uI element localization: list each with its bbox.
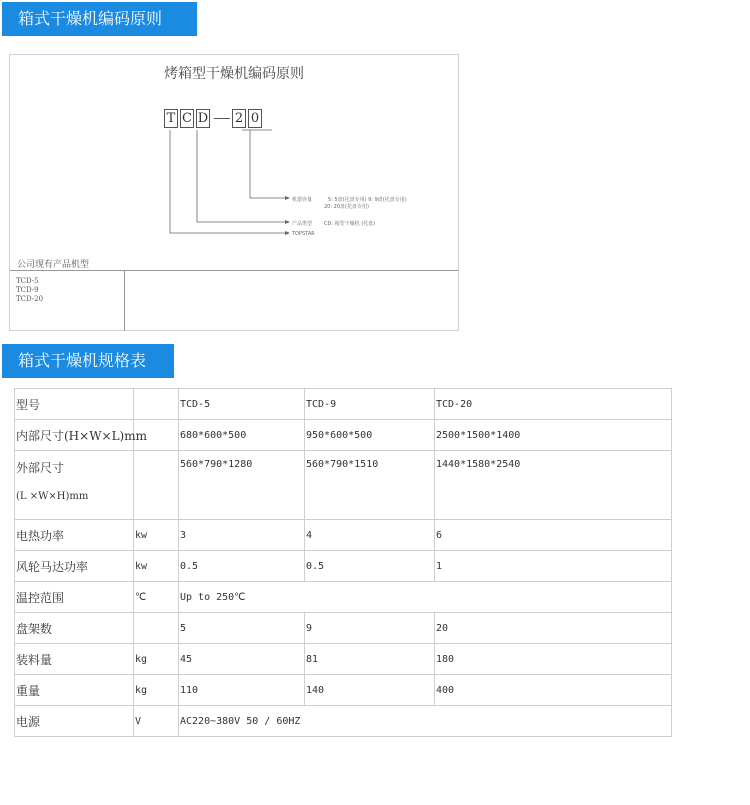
section-title-spec: 箱式干燥机规格表 — [2, 344, 174, 378]
model-item: TCD-20 — [16, 295, 44, 303]
cell-value: 0.5 — [179, 551, 305, 582]
section-title-coding: 箱式干燥机编码原则 — [2, 2, 197, 36]
code-char-d: D — [197, 111, 209, 126]
code-char-0: 0 — [248, 109, 262, 128]
cell-value: 2500*1500*1400 — [435, 420, 672, 451]
row-unit — [134, 613, 179, 644]
row-label: 电源 — [15, 706, 134, 737]
models-list — [16, 277, 43, 304]
cell-value: 680*600*500 — [179, 420, 305, 451]
code-char-t: T — [164, 109, 178, 128]
table-row — [15, 451, 672, 520]
cell-value: 4 — [305, 520, 435, 551]
row-label: 盘架数 — [15, 613, 134, 644]
cell-value: 560*790*1280 — [179, 451, 305, 520]
annotation-type-label: 产品类型 — [292, 221, 313, 227]
cell-value-span: Up to 250℃ — [179, 582, 672, 613]
cell-value: 1 — [435, 551, 672, 582]
cell-value: TCD-9 — [305, 389, 435, 420]
row-label: 内部尺寸(H×W×L)mm — [15, 420, 134, 451]
table-row — [15, 389, 672, 420]
row-unit: kg — [134, 644, 179, 675]
spec-table — [14, 388, 672, 737]
row-unit: V — [134, 706, 179, 737]
cell-value: 45 — [179, 644, 305, 675]
row-unit — [134, 451, 179, 520]
cell-value: 400 — [435, 675, 672, 706]
annotation-capacity-text: 5: 5盘(托盘专用) 9: 9盘(托盘专用) — [328, 197, 407, 203]
models-divider — [124, 270, 125, 331]
model-item: TCD-9 — [16, 286, 39, 294]
cell-value: 140 — [305, 675, 435, 706]
model-item: TCD-5 — [16, 277, 39, 285]
row-unit: kw — [134, 551, 179, 582]
row-label: 风轮马达功率 — [15, 551, 134, 582]
row-label-line2: (L ×W×H)mm — [16, 491, 89, 502]
cell-value: 6 — [435, 520, 672, 551]
cell-value: 1440*1580*2540 — [435, 451, 672, 520]
cell-value: 81 — [305, 644, 435, 675]
row-label-line1: 外部尺寸 — [16, 461, 65, 475]
cell-value: 950*600*500 — [305, 420, 435, 451]
table-row — [15, 644, 672, 675]
row-label: 电热功率 — [15, 520, 134, 551]
annotation-capacity-label: 机器容量 — [292, 197, 313, 203]
row-label: 装料量 — [15, 644, 134, 675]
cell-value: 5 — [179, 613, 305, 644]
cell-value-span: AC220~380V 50 / 60HZ — [179, 706, 672, 737]
table-row — [15, 582, 672, 613]
diagram-title: 烤箱型干燥机编码原则 — [164, 66, 304, 82]
table-row — [15, 706, 672, 737]
row-unit: ℃ — [134, 582, 179, 613]
models-box — [10, 270, 458, 332]
coding-diagram — [9, 54, 459, 331]
row-label — [15, 451, 134, 520]
cell-value: 0.5 — [305, 551, 435, 582]
cell-value: 20 — [435, 613, 672, 644]
annotation-capacity-text2: 20: 20盘(托盘专用) — [324, 204, 369, 210]
cell-value: 3 — [179, 520, 305, 551]
row-label: 重量 — [15, 675, 134, 706]
row-unit: kw — [134, 520, 179, 551]
code-char-2: 2 — [232, 109, 246, 128]
models-heading: 公司现有产品机型 — [17, 260, 90, 270]
row-label: 型号 — [15, 389, 134, 420]
row-unit — [134, 389, 179, 420]
cell-value: 9 — [305, 613, 435, 644]
table-row — [15, 613, 672, 644]
cell-value: 110 — [179, 675, 305, 706]
cell-value: 180 — [435, 644, 672, 675]
annotation-brand-label: TOPSTAR — [292, 231, 315, 237]
table-row — [15, 675, 672, 706]
table-row — [15, 420, 672, 451]
table-row — [15, 520, 672, 551]
cell-value: TCD-5 — [179, 389, 305, 420]
annotation-type-text: CD: 箱型干燥机 (托盘) — [324, 221, 376, 227]
code-char-c: C — [180, 109, 194, 128]
row-unit: kg — [134, 675, 179, 706]
cell-value: 560*790*1510 — [305, 451, 435, 520]
table-row — [15, 551, 672, 582]
cell-value: TCD-20 — [435, 389, 672, 420]
row-label: 温控范围 — [15, 582, 134, 613]
